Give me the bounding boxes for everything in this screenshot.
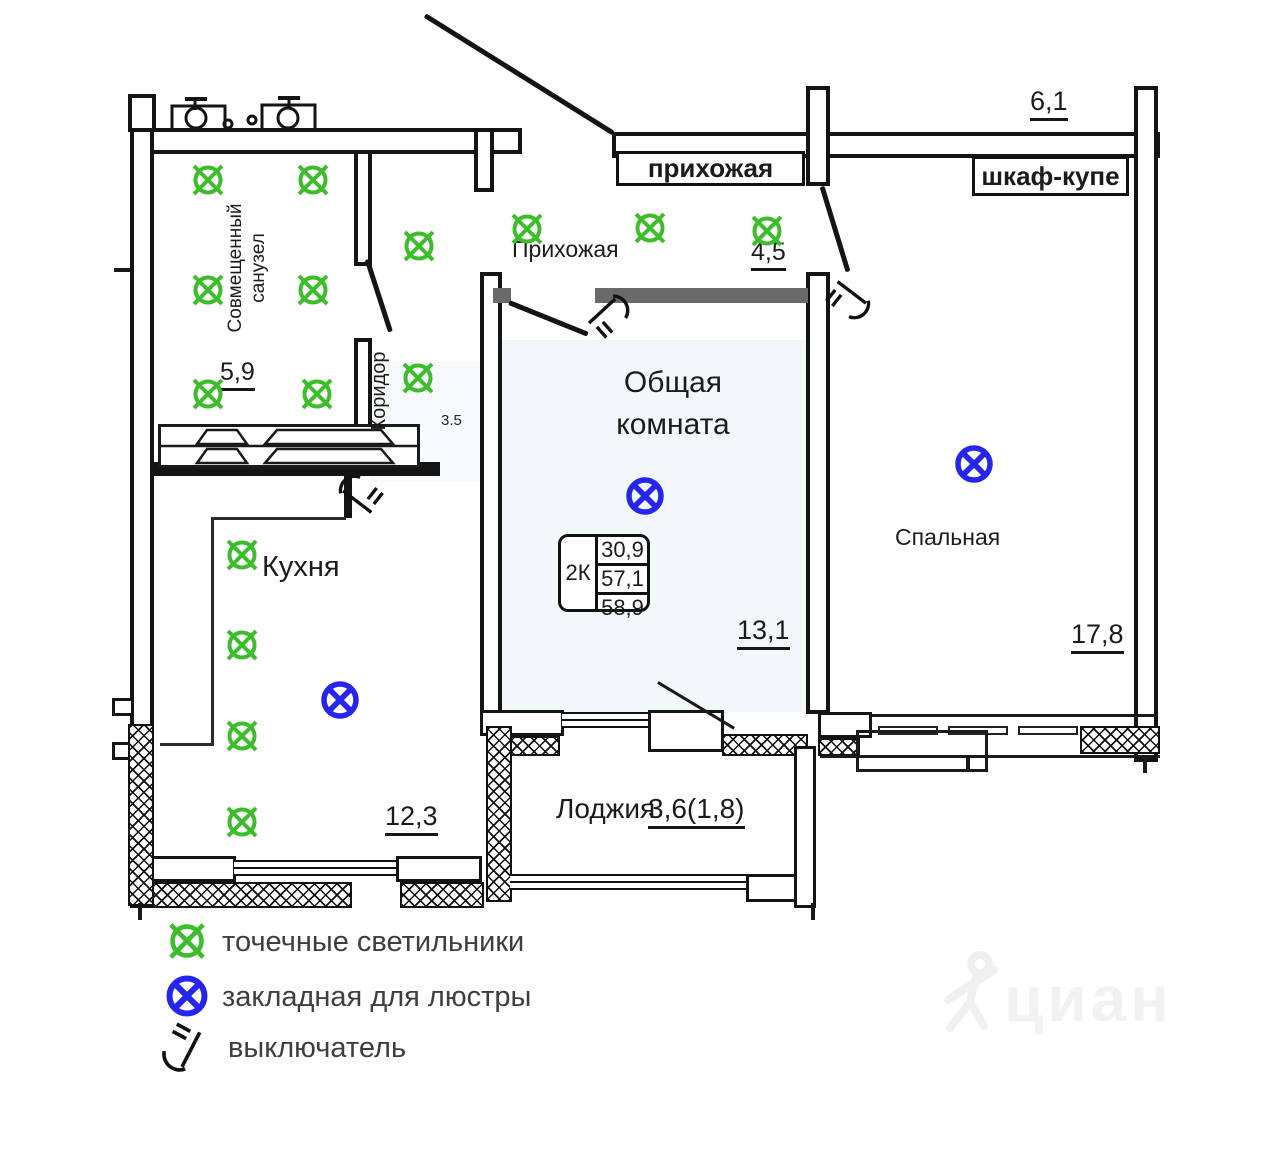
wall-tick (1143, 757, 1147, 773)
wall-tick (114, 268, 130, 272)
corridor-label: Коридор (368, 351, 390, 431)
common-room-area: 13,1 (737, 615, 790, 646)
lintel-beam (493, 288, 511, 303)
kitchen-area: 12,3 (385, 801, 438, 832)
bathroom-label-line2: санузел (248, 233, 269, 303)
bedroom-area: 17,8 (1071, 619, 1124, 650)
switch-icon (157, 1022, 207, 1072)
area-table-area: 57,1 (598, 566, 647, 595)
spot-light-symbol (189, 161, 227, 199)
switch-symbol (825, 277, 871, 323)
wall-segment (794, 746, 816, 908)
wall-pier (150, 856, 236, 882)
spot-light-symbol (223, 803, 261, 841)
window-frame (1018, 726, 1078, 735)
wardrobe-plate: шкаф-купе (972, 156, 1129, 196)
window (510, 874, 746, 890)
interior-line (160, 743, 214, 746)
area-table-total: 58,9 (601, 595, 644, 620)
hatched-wall (486, 726, 512, 902)
spot-light-symbol (508, 210, 546, 248)
chandelier-mount-icon (163, 972, 211, 1020)
spot-light-symbol (298, 375, 336, 413)
wall-tick (966, 755, 970, 769)
door-swing (508, 300, 589, 336)
hatched-wall (130, 882, 352, 908)
door-swing (424, 13, 615, 135)
wall-line (828, 714, 1158, 717)
spot-light-symbol (294, 161, 332, 199)
wall-pier (396, 856, 482, 882)
area-table (558, 534, 650, 620)
spot-light-symbol (400, 227, 438, 265)
wall-tick (138, 903, 142, 920)
common-room-label: Общая комната (616, 366, 730, 441)
chandelier-mount-symbol (952, 442, 996, 486)
hallway-label: Прихожая (512, 236, 619, 262)
wall-segment (480, 272, 502, 714)
hallway-area: 4,5 (751, 238, 786, 267)
spot-light-symbol (399, 359, 437, 397)
entry-plate: прихожая (616, 151, 805, 186)
bathroom-label (223, 203, 273, 333)
bedroom-label: Спальная (895, 524, 1001, 550)
window (234, 860, 398, 876)
hatched-wall (128, 724, 154, 906)
wall-segment (1134, 86, 1158, 762)
interior-line (211, 517, 214, 746)
spot-light-symbol (223, 536, 261, 574)
chandelier-mount-symbol (623, 474, 667, 518)
watermark-text: циан (1004, 963, 1173, 1035)
wall-segment (806, 272, 830, 714)
wall-tick (112, 698, 134, 716)
switch-symbol (338, 471, 384, 517)
kitchen-label: Кухня (262, 551, 340, 583)
hatched-wall (818, 738, 860, 756)
corridor-dim: 3.5 (441, 412, 462, 429)
entry-zone-area: 6,1 (1030, 86, 1068, 117)
spot-light-symbol (294, 271, 332, 309)
wall-tick (811, 903, 815, 920)
door-swing (365, 259, 393, 333)
wall-segment (806, 86, 830, 186)
hatched-wall (1080, 726, 1160, 754)
bathroom-label-line1: Совмещенный (225, 203, 247, 333)
chandelier-mount-symbol (318, 678, 362, 722)
wall-segment (354, 150, 372, 266)
loggia-label: Лоджия (556, 793, 656, 824)
spot-light-symbol (223, 717, 261, 755)
hatched-wall (400, 882, 484, 908)
spot-light-symbol (748, 212, 786, 250)
watermark-figure (936, 950, 1006, 1040)
area-table-type: 2К (565, 560, 591, 585)
legend-label-switch: выключатель (228, 1032, 407, 1064)
wall-segment (474, 128, 494, 192)
bathroom-area: 5,9 (220, 358, 255, 387)
plumbing-risers (150, 84, 340, 134)
spot-light-symbol (223, 626, 261, 664)
spot-light-icon (165, 919, 209, 963)
spot-light-symbol (189, 375, 227, 413)
switch-symbol (586, 293, 632, 339)
loggia-area: 3,6(1,8) (648, 793, 745, 825)
spot-light-symbol (189, 271, 227, 309)
spot-light-symbol (631, 209, 669, 247)
wall-pier (746, 874, 798, 902)
legend-label-spot-lights: точечные светильники (222, 926, 525, 958)
legend-label-chandelier: закладная для люстры (222, 981, 532, 1013)
area-table-living: 30,9 (598, 537, 647, 566)
window (562, 712, 650, 728)
interior-line (212, 517, 346, 520)
door-swing (820, 186, 851, 273)
